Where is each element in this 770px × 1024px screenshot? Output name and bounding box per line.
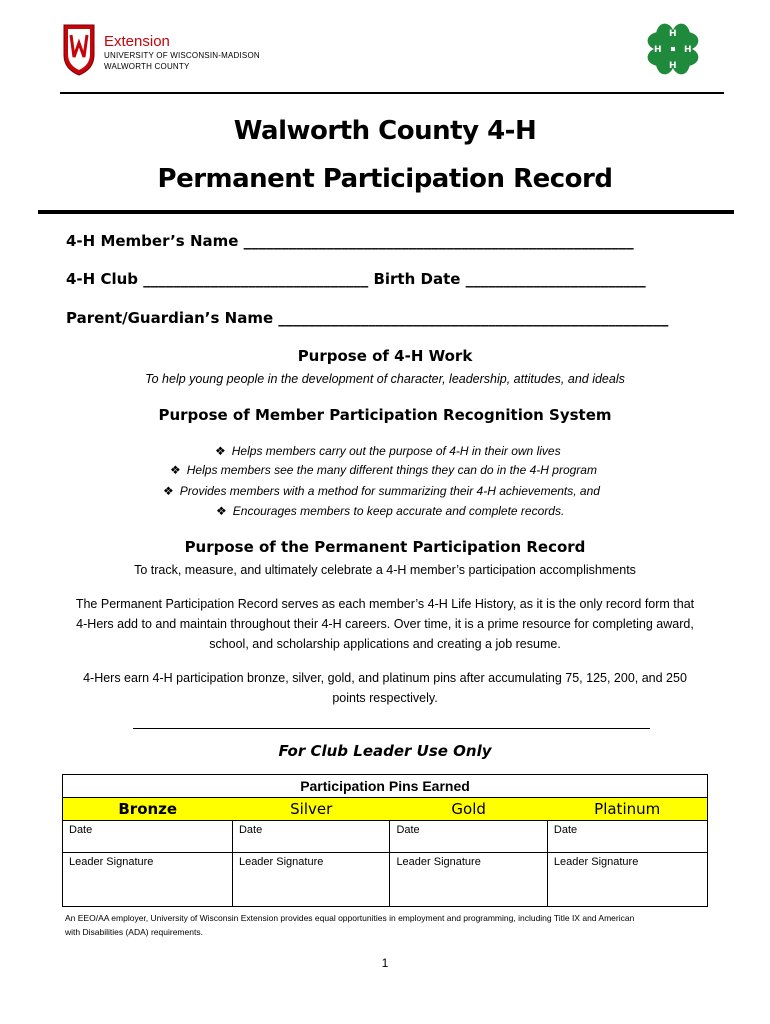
pin-level-platinum: Platinum [547,798,707,821]
record-heading: Purpose of the Permanent Participation Record [184,538,586,556]
club-leader-heading: For Club Leader Use Only [278,742,492,760]
purpose-work-text: To help young people in the development of character, leadership, attitudes, and ideals [145,372,625,386]
record-paragraph-line: school, and scholarship applications and creating a job resume. [209,637,561,651]
logo-county: WALWORTH COUNTY [104,62,190,71]
header-divider [60,92,724,94]
gold-signature-cell[interactable]: Leader Signature [390,853,547,907]
footnote-line: An EEO/AA employer, University of Wisconsin Extension provides equal opportunities in employment and programming, including Title IX and American [65,913,635,923]
pin-level-bronze: Bronze [63,798,233,821]
record-paragraph-line: The Permanent Participation Record serves as each member’s 4-H Life History, as it is the only record form that [75,597,695,611]
logo-title: Extension [104,33,170,50]
svg-text:H: H [654,45,662,55]
eeo-footnote [65,911,705,939]
record-paragraph-line: 4-Hers add to and maintain throughout their 4-H careers. Over time, it is a prime resource for completing award, [76,617,694,631]
platinum-signature-cell[interactable]: Leader Signature [547,853,707,907]
diamond-bullet-icon: ❖ [163,484,174,498]
extension-logo-text [104,34,260,72]
diamond-bullet-icon: ❖ [216,504,227,518]
page-title: Walworth County 4-H [233,116,537,146]
pins-table-heading: Participation Pins Earned [300,778,470,794]
svg-text:H: H [669,29,677,39]
diamond-bullet-icon: ❖ [170,463,181,477]
pin-level-gold: Gold [390,798,547,821]
svg-text:H: H [669,61,677,71]
platinum-date-cell[interactable]: Date [547,821,707,853]
gold-date-cell[interactable]: Date [390,821,547,853]
pins-table [62,774,708,907]
list-item: ❖ Helps members carry out the purpose of 4-H in their own lives [215,444,561,458]
page-subtitle: Permanent Participation Record [157,164,613,194]
page-number: 1 [381,956,389,970]
member-name-field[interactable]: 4-H Member’s Name ____________________________________________________ [66,232,634,250]
club-birthdate-field[interactable]: 4-H Club ______________________________ Birth Date ________________________ [66,270,646,288]
bronze-date-cell[interactable]: Date [63,821,233,853]
bronze-signature-cell[interactable]: Leader Signature [63,853,233,907]
purpose-work-heading: Purpose of 4-H Work [297,347,473,365]
svg-text:H: H [684,45,692,55]
silver-signature-cell[interactable]: Leader Signature [232,853,389,907]
list-item: ❖ Provides members with a method for summarizing their 4-H achievements, and [163,484,600,498]
silver-date-cell[interactable]: Date [232,821,389,853]
diamond-bullet-icon: ❖ [215,444,226,458]
recognition-heading: Purpose of Member Participation Recognition System [158,406,612,424]
pins-paragraph-line: points respectively. [332,691,438,705]
pins-paragraph-line: 4-Hers earn 4-H participation bronze, silver, gold, and platinum pins after accumulating 75, 125, 200, and 250 [83,671,687,685]
four-h-clover-icon [638,14,708,84]
list-item: ❖ Encourages members to keep accurate and complete records. [216,504,565,518]
parent-name-field[interactable]: Parent/Guardian’s Name ____________________________________________________ [66,309,669,327]
pin-level-silver: Silver [232,798,389,821]
title-divider [38,210,734,214]
list-item: ❖ Helps members see the many different things they can do in the 4-H program [170,463,597,477]
logo-university: UNIVERSITY OF WISCONSIN-MADISON [104,51,260,60]
section-divider [133,728,650,729]
record-purpose-line: To track, measure, and ultimately celebrate a 4-H member’s participation accomplishments [134,563,636,577]
uw-shield-logo [62,21,96,77]
footnote-line: with Disabilities (ADA) requirements. [65,927,203,937]
